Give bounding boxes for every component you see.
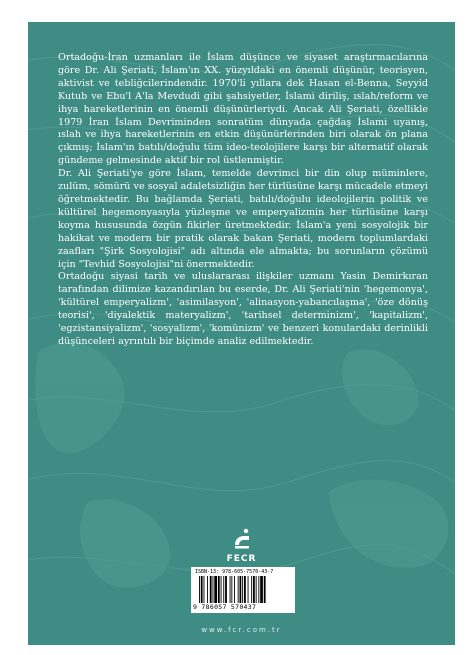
barcode bbox=[191, 567, 295, 613]
barcode-bars bbox=[199, 576, 291, 603]
fecr-logo-icon bbox=[229, 527, 255, 553]
publisher-name: FECR bbox=[226, 554, 257, 564]
back-cover bbox=[28, 22, 455, 645]
blurb-paragraph-1: Ortadoğu-İran uzmanları ile İslam düşünce ve siyaset araştırmacılarına göre Dr. Ali Şeriati, İslam'ın XX. yüzyıldaki en önemli düşünür, teorisyen, aktivist ve tebliğcilerindendir. 1970'li yıllara dek Hasan el-Benna, Seyyid Kutub ve Ebu'l A'la Mevdudi gibi şahsiyetler, İslami diriliş, ıslah/reform ve ihya hareketlerinin en önemli düşünürleriydi. Ancak Ali Şeriati, özellikle 1979 İran İslam Devriminden sonratüm dünyada çağdaş İslami uyanış, ıslah ve ihya hareketlerinin en etkin düşünürlerinden biri olarak ön plana çıkmış; İslam'ın batılı/doğulu tüm ideo-teolojilere karşı bir alternatif olarak gündeme gelmesinde aktif bir rol üstlenmiştir. bbox=[58, 52, 428, 167]
blurb-text bbox=[58, 52, 428, 349]
isbn-label: ISBN-13: 978-605-7570-43-7 bbox=[195, 569, 274, 575]
blurb-paragraph-3: Ortadoğu siyasi tarih ve uluslararası ilişkiler uzmanı Yasin Demirkıran tarafından dilimize kazandırılan bu eserde, Dr. Ali Şeriati'nin 'hegemonya', 'kültürel emperyalizm', 'asimilasyon', 'alinasyon-yabancılaşma', 'öze dönüş teorisi', 'diyalektik materyalizm', 'tarihsel determinizm', 'kapitalizm', 'egzistansiyalizm', 'sosyalizm', 'komünizm' ve benzeri konulardaki derinlikli düşünceleri ayrıntılı bir biçimde analiz edilmektedir. bbox=[58, 271, 428, 347]
blurb-paragraph-2: Dr. Ali Şeriati'ye göre İslam, temelde devrimci bir din olup müminlere, zulüm, sömürü ve sosyal adaletsizliğin her türlüsüne karşı mücadele etmeyi öğretmektedir. Bu bağlamda Şeriati, batılı/doğulu ideolojilerin politik ve kültürel hegemonyasıyla yüzleşme ve emperyalizmin her türlüsüne karşı koyma hususunda özgün fikirler üretmektedir. İslam'a yeni sosyolojik bir hakikat ve modern bir pratik olarak bakan Şeriati, modern toplumlardaki zaafları "Şirk Sosyolojisi" adı altında ele almakta; bu sorunların çözümü için "Tevhid Sosyolojisi"ni önermektedir. bbox=[58, 168, 428, 270]
isbn-number: 9 786057 570437 bbox=[193, 603, 257, 611]
publisher-website: www.fcr.com.tr bbox=[201, 626, 282, 634]
publisher-logo bbox=[28, 527, 455, 564]
